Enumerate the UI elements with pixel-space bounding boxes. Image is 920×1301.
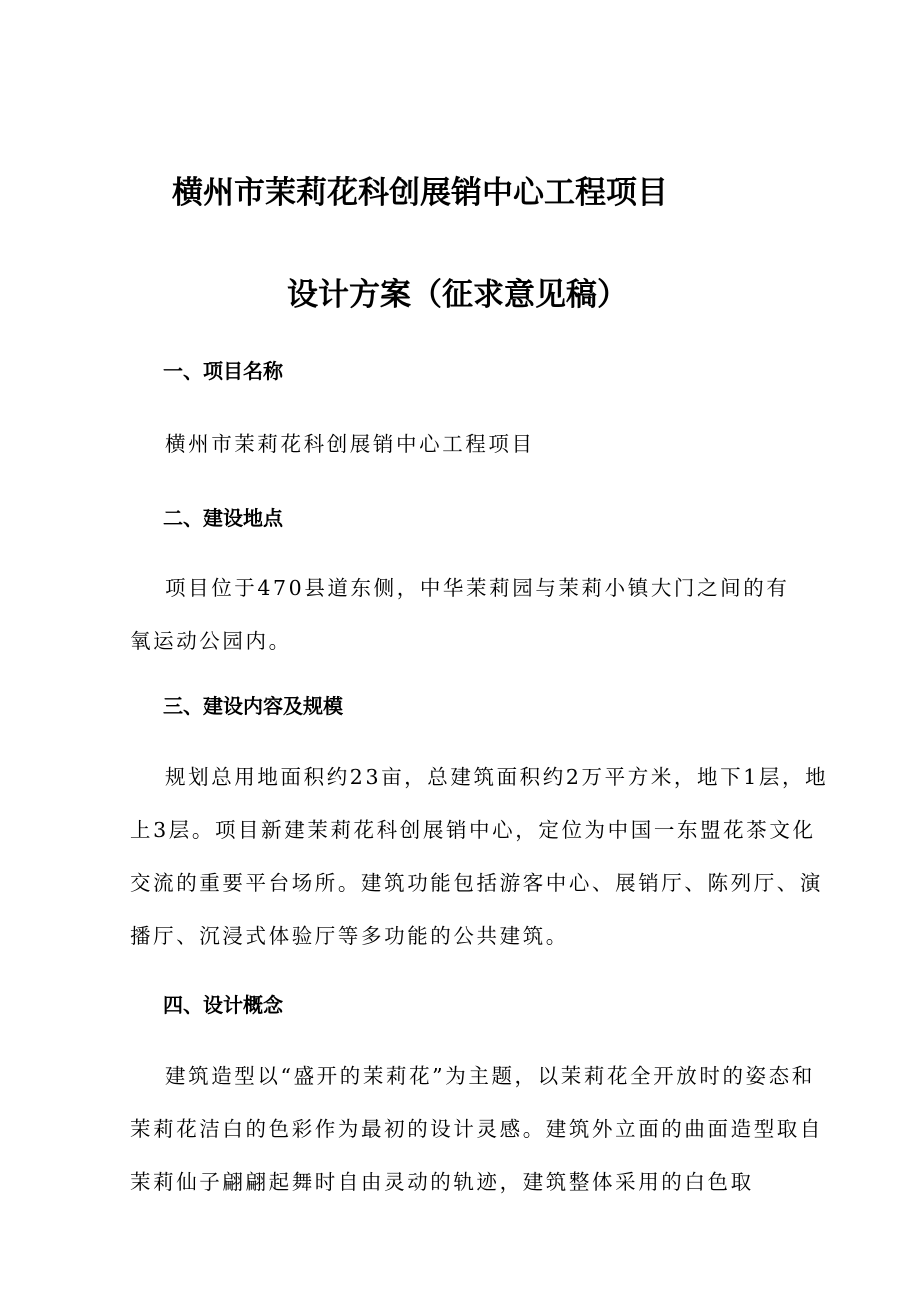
section-heading-scope: 三、建设内容及规模 <box>163 694 343 718</box>
section-body-location: 项目位于470县道东侧，中华茉莉园与茉莉小镇大门之间的有氧运动公园内。 <box>130 576 790 653</box>
section-body-scope: 规划总用地面积约23亩，总建筑面积约2万平方米，地下1层，地上3层。项目新建茉莉花科创展销中心，定位为中国一东盟花茶文化交流的重要平台场所。建筑功能包括游客中心、展销厅、陈列厅、演播厅、沉浸式体验厅等多功能的公共建筑。 <box>130 765 829 948</box>
section-body-design-concept: 建筑造型以“盛开的茉莉花”为主题，以茉莉花全开放时的姿态和茉莉花洁白的色彩作为最初的设计灵感。建筑外立面的曲面造型取自茉莉仙子翩翩起舞时自由灵动的轨迹，建筑整体采用的白色取 <box>130 1064 823 1194</box>
document-subtitle: 设计方案（征求意见稿） <box>287 277 628 313</box>
document-title: 横州市茉莉花科创展销中心工程项目 <box>172 175 668 211</box>
section-heading-project-name: 一、项目名称 <box>163 359 283 383</box>
section-heading-design-concept: 四、设计概念 <box>163 993 283 1017</box>
section-heading-location: 二、建设地点 <box>163 506 283 530</box>
section-body-project-name: 横州市茉莉花科创展销中心工程项目 <box>165 432 535 456</box>
